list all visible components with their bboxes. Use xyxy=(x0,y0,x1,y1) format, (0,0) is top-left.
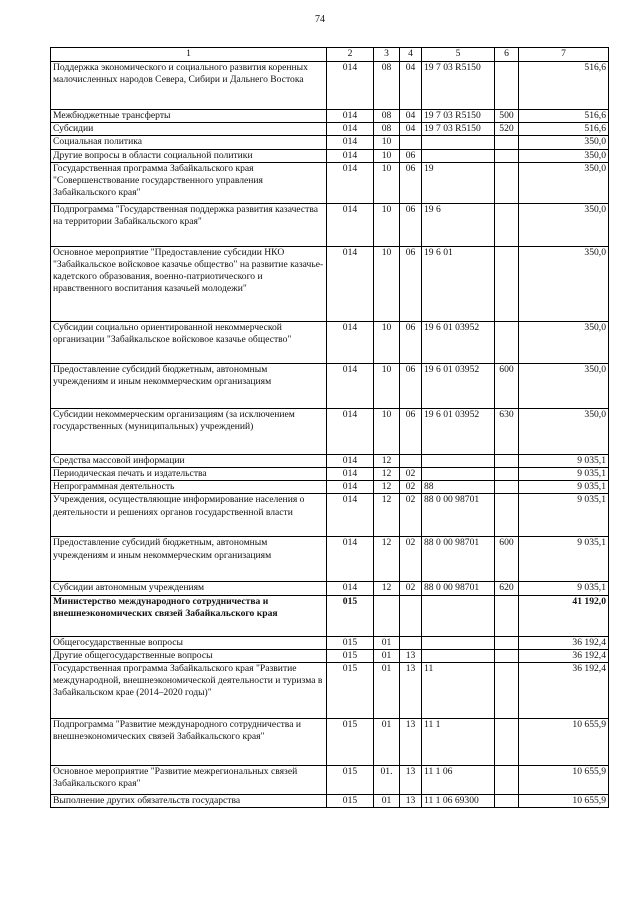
subsection-code: 04 xyxy=(400,110,422,123)
section-code: 01 xyxy=(374,795,400,808)
section-code: 10 xyxy=(374,246,400,321)
row-description: Субсидии некоммерческим организациям (за исключением государственных (муниципальных) учреждений) xyxy=(51,408,327,454)
subsection-code: 04 xyxy=(400,123,422,136)
ministry-code: 014 xyxy=(327,246,374,321)
table-row xyxy=(51,595,609,636)
ministry-code: 014 xyxy=(327,454,374,467)
table-row xyxy=(51,636,609,649)
section-code: 01. xyxy=(374,766,400,795)
target-article-code: 19 7 03 R5150 xyxy=(422,123,495,136)
ministry-code: 014 xyxy=(327,149,374,162)
table-row xyxy=(51,110,609,123)
subsection-code xyxy=(400,454,422,467)
row-description: Учреждения, осуществляющие информирование населения о деятельности и решениях органов государственной власти xyxy=(51,494,327,537)
table-row xyxy=(51,582,609,595)
table-row xyxy=(51,649,609,662)
ministry-code: 015 xyxy=(327,649,374,662)
expense-type-code xyxy=(495,795,519,808)
target-article-code: 88 xyxy=(422,481,495,494)
column-header: 1 xyxy=(51,48,327,62)
table-row xyxy=(51,149,609,162)
target-article-code: 88 0 00 98701 xyxy=(422,494,495,537)
ministry-code: 015 xyxy=(327,595,374,636)
row-description: Межбюджетные трансферты xyxy=(51,110,327,123)
table-row xyxy=(51,136,609,149)
ministry-code: 014 xyxy=(327,321,374,363)
row-description: Периодическая печать и издательства xyxy=(51,468,327,481)
expense-type-code xyxy=(495,663,519,719)
table-row xyxy=(51,454,609,467)
expense-type-code: 520 xyxy=(495,123,519,136)
target-article-code: 11 1 xyxy=(422,719,495,766)
expense-type-code xyxy=(495,595,519,636)
subsection-code: 06 xyxy=(400,321,422,363)
section-code: 12 xyxy=(374,468,400,481)
target-article-code: 19 6 xyxy=(422,203,495,246)
column-header: 2 xyxy=(327,48,374,62)
amount: 9 035,1 xyxy=(519,468,609,481)
ministry-code: 015 xyxy=(327,663,374,719)
target-article-code: 19 6 01 03952 xyxy=(422,321,495,363)
amount: 9 035,1 xyxy=(519,582,609,595)
section-code: 10 xyxy=(374,408,400,454)
ministry-code: 014 xyxy=(327,62,374,110)
expense-type-code xyxy=(495,162,519,203)
section-code: 12 xyxy=(374,481,400,494)
expense-type-code xyxy=(495,321,519,363)
table-row xyxy=(51,795,609,808)
section-code xyxy=(374,595,400,636)
amount: 350,0 xyxy=(519,363,609,408)
amount: 36 192,4 xyxy=(519,636,609,649)
target-article-code: 19 6 01 xyxy=(422,246,495,321)
row-description: Субсидии автономным учреждениям xyxy=(51,582,327,595)
section-code: 08 xyxy=(374,110,400,123)
target-article-code xyxy=(422,468,495,481)
row-description: Выполнение других обязательств государства xyxy=(51,795,327,808)
section-code: 10 xyxy=(374,149,400,162)
target-article-code: 88 0 00 98701 xyxy=(422,537,495,582)
expense-type-code: 500 xyxy=(495,110,519,123)
section-code: 10 xyxy=(374,136,400,149)
section-code: 10 xyxy=(374,321,400,363)
amount: 36 192,4 xyxy=(519,649,609,662)
subsection-code: 06 xyxy=(400,363,422,408)
row-description: Непрограммная деятельность xyxy=(51,481,327,494)
amount: 10 655,9 xyxy=(519,766,609,795)
amount: 9 035,1 xyxy=(519,537,609,582)
amount: 350,0 xyxy=(519,136,609,149)
ministry-code: 014 xyxy=(327,494,374,537)
subsection-code: 13 xyxy=(400,766,422,795)
section-code: 12 xyxy=(374,454,400,467)
ministry-code: 014 xyxy=(327,582,374,595)
subsection-code: 06 xyxy=(400,203,422,246)
ministry-code: 014 xyxy=(327,408,374,454)
amount: 350,0 xyxy=(519,162,609,203)
row-description: Основное мероприятие "Развитие межрегиональных связей Забайкальского края" xyxy=(51,766,327,795)
column-header: 4 xyxy=(400,48,422,62)
expense-type-code: 630 xyxy=(495,408,519,454)
subsection-code: 13 xyxy=(400,719,422,766)
expense-type-code xyxy=(495,62,519,110)
budget-table xyxy=(50,47,609,808)
row-description: Государственная программа Забайкальского края "Развитие международной, внешнеэкономической деятельности и туризма в Забайкальском крае (2014–2020 годы)" xyxy=(51,663,327,719)
row-description: Поддержка экономического и социального развития коренных малочисленных народов Севера, Сибири и Дальнего Востока xyxy=(51,62,327,110)
subsection-code: 13 xyxy=(400,663,422,719)
table-row xyxy=(51,321,609,363)
table-row xyxy=(51,123,609,136)
amount: 36 192,4 xyxy=(519,663,609,719)
table-row xyxy=(51,537,609,582)
section-code: 01 xyxy=(374,719,400,766)
section-code: 12 xyxy=(374,537,400,582)
table-row xyxy=(51,363,609,408)
row-description: Социальная политика xyxy=(51,136,327,149)
row-description: Общегосударственные вопросы xyxy=(51,636,327,649)
target-article-code xyxy=(422,595,495,636)
expense-type-code xyxy=(495,136,519,149)
expense-type-code xyxy=(495,494,519,537)
expense-type-code xyxy=(495,481,519,494)
ministry-code: 014 xyxy=(327,363,374,408)
table-row xyxy=(51,494,609,537)
ministry-code: 015 xyxy=(327,719,374,766)
target-article-code: 19 7 03 R5150 xyxy=(422,62,495,110)
row-description: Предоставление субсидий бюджетным, автономным учреждениям и иным некоммерческим организациям xyxy=(51,537,327,582)
row-description: Субсидии социально ориентированной некоммерческой организации "Забайкальское войсковое казачье общество" xyxy=(51,321,327,363)
table-body xyxy=(51,62,609,808)
expense-type-code xyxy=(495,766,519,795)
subsection-code xyxy=(400,136,422,149)
amount: 516,6 xyxy=(519,110,609,123)
section-code: 12 xyxy=(374,582,400,595)
column-header: 6 xyxy=(495,48,519,62)
column-header: 3 xyxy=(374,48,400,62)
ministry-code: 015 xyxy=(327,795,374,808)
subsection-code: 13 xyxy=(400,649,422,662)
section-code: 12 xyxy=(374,494,400,537)
row-description: Субсидии xyxy=(51,123,327,136)
table-row xyxy=(51,203,609,246)
expense-type-code xyxy=(495,246,519,321)
table-row xyxy=(51,766,609,795)
column-header: 7 xyxy=(519,48,609,62)
subsection-code: 02 xyxy=(400,582,422,595)
subsection-code: 06 xyxy=(400,162,422,203)
amount: 10 655,9 xyxy=(519,795,609,808)
ministry-code: 014 xyxy=(327,481,374,494)
amount: 350,0 xyxy=(519,203,609,246)
target-article-code xyxy=(422,136,495,149)
row-description: Средства массовой информации xyxy=(51,454,327,467)
section-code: 10 xyxy=(374,162,400,203)
ministry-code: 014 xyxy=(327,110,374,123)
amount: 350,0 xyxy=(519,246,609,321)
target-article-code xyxy=(422,636,495,649)
section-code: 10 xyxy=(374,203,400,246)
target-article-code: 19 6 01 03952 xyxy=(422,408,495,454)
section-code: 01 xyxy=(374,663,400,719)
row-description: Другие общегосударственные вопросы xyxy=(51,649,327,662)
ministry-code: 014 xyxy=(327,468,374,481)
target-article-code: 11 1 06 69300 xyxy=(422,795,495,808)
page-number: 74 xyxy=(315,14,325,25)
target-article-code xyxy=(422,149,495,162)
target-article-code: 19 xyxy=(422,162,495,203)
header-row xyxy=(51,48,609,62)
subsection-code: 13 xyxy=(400,795,422,808)
row-description: Основное мероприятие "Предоставление субсидии НКО "Забайкальское войсковое казачье общество" на развитие казачье-кадетского образования, военно-патриотического и нравственного воспитания казачьей молодежи" xyxy=(51,246,327,321)
target-article-code: 19 6 01 03952 xyxy=(422,363,495,408)
target-article-code xyxy=(422,454,495,467)
subsection-code: 04 xyxy=(400,62,422,110)
subsection-code: 02 xyxy=(400,481,422,494)
subsection-code xyxy=(400,636,422,649)
section-code: 01 xyxy=(374,649,400,662)
table-row xyxy=(51,663,609,719)
table-row xyxy=(51,162,609,203)
ministry-code: 014 xyxy=(327,162,374,203)
expense-type-code: 600 xyxy=(495,363,519,408)
target-article-code: 11 1 06 xyxy=(422,766,495,795)
table-row xyxy=(51,62,609,110)
row-description: Министерство международного сотрудничества и внешнеэкономических связей Забайкальского края xyxy=(51,595,327,636)
ministry-code: 015 xyxy=(327,636,374,649)
target-article-code: 19 7 03 R5150 xyxy=(422,110,495,123)
expense-type-code xyxy=(495,649,519,662)
ministry-code: 014 xyxy=(327,123,374,136)
expense-type-code xyxy=(495,636,519,649)
ministry-code: 014 xyxy=(327,136,374,149)
column-header: 5 xyxy=(422,48,495,62)
target-article-code: 88 0 00 98701 xyxy=(422,582,495,595)
subsection-code xyxy=(400,595,422,636)
expense-type-code: 620 xyxy=(495,582,519,595)
amount: 10 655,9 xyxy=(519,719,609,766)
table-row xyxy=(51,468,609,481)
row-description: Предоставление субсидий бюджетным, автономным учреждениям и иным некоммерческим организациям xyxy=(51,363,327,408)
amount: 516,6 xyxy=(519,123,609,136)
row-description: Подпрограмма "Развитие международного сотрудничества и внешнеэкономических связей Забайкальского края" xyxy=(51,719,327,766)
ministry-code: 014 xyxy=(327,203,374,246)
expense-type-code xyxy=(495,454,519,467)
amount: 350,0 xyxy=(519,408,609,454)
target-article-code: 11 xyxy=(422,663,495,719)
subsection-code: 02 xyxy=(400,468,422,481)
table-row xyxy=(51,246,609,321)
amount: 9 035,1 xyxy=(519,481,609,494)
subsection-code: 06 xyxy=(400,246,422,321)
amount: 9 035,1 xyxy=(519,494,609,537)
section-code: 08 xyxy=(374,62,400,110)
table-row xyxy=(51,408,609,454)
ministry-code: 014 xyxy=(327,537,374,582)
ministry-code: 015 xyxy=(327,766,374,795)
amount: 516,6 xyxy=(519,62,609,110)
section-code: 08 xyxy=(374,123,400,136)
row-description: Подпрограмма "Государственная поддержка развития казачества на территории Забайкальского края" xyxy=(51,203,327,246)
subsection-code: 02 xyxy=(400,494,422,537)
subsection-code: 06 xyxy=(400,149,422,162)
expense-type-code: 600 xyxy=(495,537,519,582)
amount: 350,0 xyxy=(519,149,609,162)
subsection-code: 02 xyxy=(400,537,422,582)
table-row xyxy=(51,719,609,766)
table-row xyxy=(51,481,609,494)
section-code: 01 xyxy=(374,636,400,649)
expense-type-code xyxy=(495,149,519,162)
expense-type-code xyxy=(495,203,519,246)
row-description: Другие вопросы в области социальной политики xyxy=(51,149,327,162)
amount: 41 192,0 xyxy=(519,595,609,636)
expense-type-code xyxy=(495,719,519,766)
amount: 9 035,1 xyxy=(519,454,609,467)
expense-type-code xyxy=(495,468,519,481)
target-article-code xyxy=(422,649,495,662)
section-code: 10 xyxy=(374,363,400,408)
row-description: Государственная программа Забайкальского края "Совершенствование государственного управления Забайкальского края" xyxy=(51,162,327,203)
amount: 350,0 xyxy=(519,321,609,363)
subsection-code: 06 xyxy=(400,408,422,454)
